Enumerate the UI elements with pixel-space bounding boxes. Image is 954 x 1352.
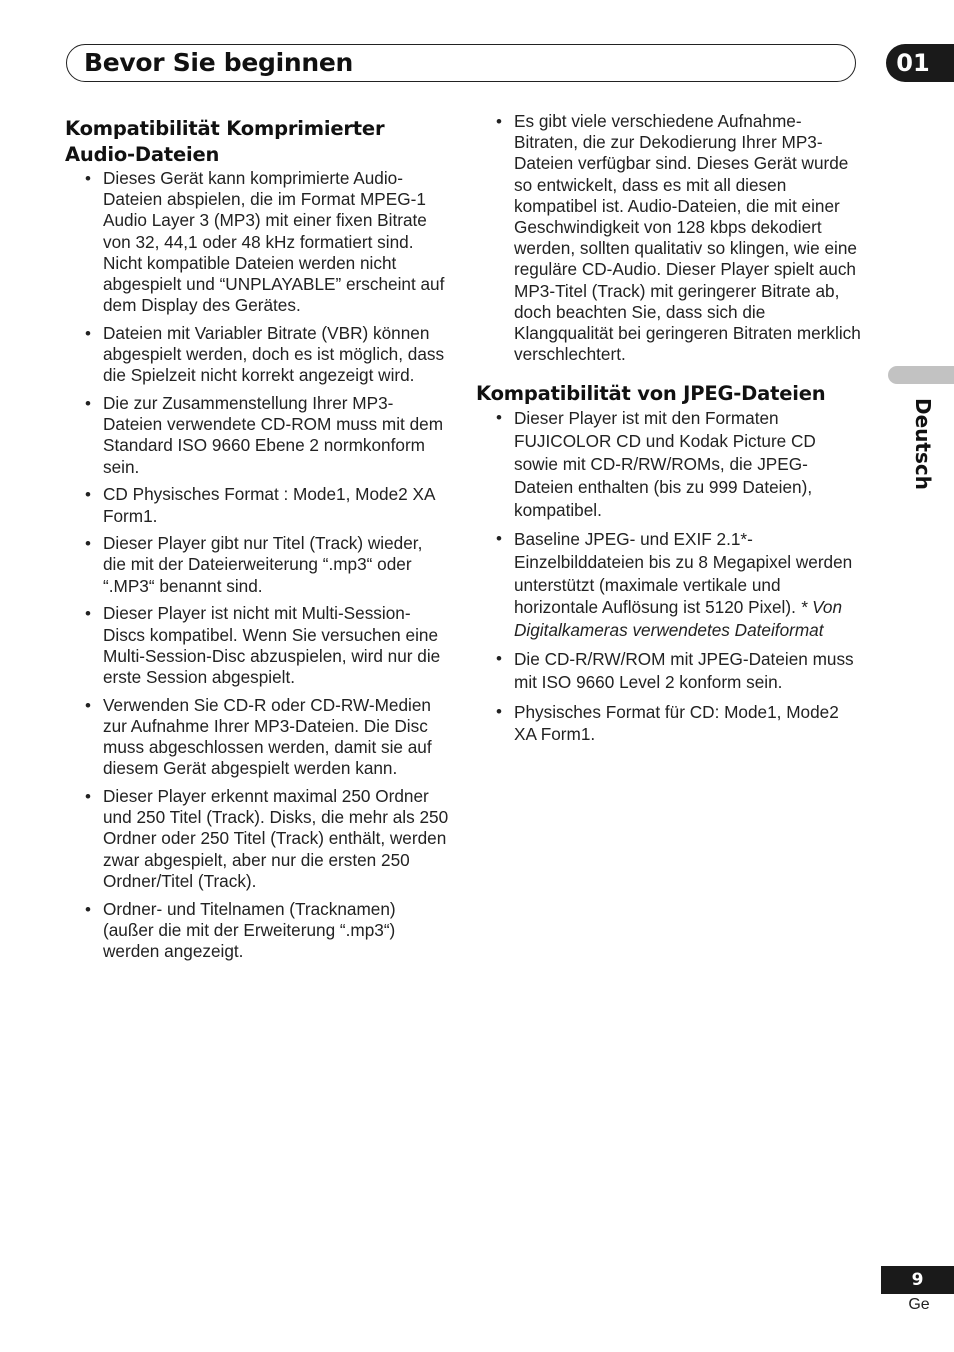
list-item: • Es gibt viele verschiedene Aufnahme-Bitraten, die zur Dekodierung Ihrer MP3-Dateien verfügbar sind. Dieses Gerät wurde so entwickelt, dass es mit all diesen kompatibel ist. Audio-Dateien, die mit einer Geschwindigkeit von 128 kbps dekodiert werden, sollten qualitativ so klingen, wie eine reguläre CD-Audio. Dieser Player spielt auch MP3-Titel (Track) mit geringerer Bitrate ab, doch beachten Sie, dass sich die Klangqualität bei geringeren Bitraten merklich verschlechtert. xyxy=(476,111,861,365)
list-item: • Dieser Player ist mit den Formaten FUJICOLOR CD und Kodak Picture CD sowie mit CD-R/RW/ROMs, die JPEG-Dateien enthalten (bis zu 999 Dateien), kompatibel. xyxy=(476,407,861,521)
footnote: * Von Digitalkameras verwendetes Dateiformat xyxy=(514,597,843,641)
chapter-number: 01 xyxy=(896,49,930,77)
page-number: 9 xyxy=(911,1270,924,1290)
list-item xyxy=(476,528,861,642)
list-item: • Verwenden Sie CD-R oder CD-RW-Medien zur Aufnahme Ihrer MP3-Dateien. Die Disc muss abgeschlossen werden, damit sie auf diesem Gerät abgespielt werden kann. xyxy=(65,695,450,780)
list-item: • Dieser Player ist nicht mit Multi-Session-Discs kompatibel. Wenn Sie versuchen eine Multi-Session-Disc abzuspielen, wird nur die erste Session abgespielt. xyxy=(65,603,450,688)
list-item: • Ordner- und Titelnamen (Tracknamen) (außer die mit der Erweiterung “.mp3“) werden angezeigt. xyxy=(65,899,450,963)
list-item: • Dieses Gerät kann komprimierte Audio-Dateien abspielen, die im Format MPEG-1 Audio Layer 3 (MP3) mit einer fixen Bitrate von 32, 44,1 oder 48 kHz formatiert sind. Nicht kompatible Dateien werden nicht abgespielt und “UNPLAYABLE” erscheint auf dem Display des Gerätes. xyxy=(65,168,450,316)
list-item-text: Baseline JPEG- und EXIF 2.1*-Einzelbilddateien bis zu 8 Megapixel werden unterstützt (maximale vertikale und horizontale Auflösung ist 5120 Pixel). xyxy=(514,528,853,618)
list-item: • Die zur Zusammenstellung Ihrer MP3-Dateien verwendete CD-ROM muss mit dem Standard ISO 9660 Ebene 2 normkonform sein. xyxy=(65,393,450,478)
section-title: Bevor Sie beginnen xyxy=(84,48,354,77)
list-item: • Dieser Player erkennt maximal 250 Ordner und 250 Titel (Track). Disks, die mehr als 250 Ordner oder 250 Titel (Track) enthält, werden zwar abgespielt, aber nur die ersten 250 Ordner/Titel (Track). xyxy=(65,786,450,892)
mp3-compat-list-continued xyxy=(476,111,861,365)
jpeg-compat-list xyxy=(476,407,861,746)
language-label: Deutsch xyxy=(911,398,935,490)
list-item: • Physisches Format für CD: Mode1, Mode2 XA Form1. xyxy=(476,701,861,747)
list-item: • Dateien mit Variabler Bitrate (VBR) können abgespielt werden, doch es ist möglich, dass die Spielzeit nicht korrekt angezeigt wird. xyxy=(65,323,450,387)
list-item: • CD Physisches Format : Mode1, Mode2 XA Form1. xyxy=(65,484,450,526)
section-header xyxy=(66,44,856,82)
list-item: • Dieser Player gibt nur Titel (Track) wieder, die mit der Dateierweiterung “.mp3“ oder “.MP3“ benannt sind. xyxy=(65,533,450,597)
mp3-compat-list xyxy=(65,168,450,962)
language-tab-bar xyxy=(888,366,954,384)
mp3-compat-heading: Kompatibilität Komprimierter Audio-Dateien xyxy=(65,117,385,166)
left-column xyxy=(65,116,450,969)
right-column xyxy=(476,111,861,753)
list-item: • Die CD-R/RW/ROM mit JPEG-Dateien muss mit ISO 9660 Level 2 konform sein. xyxy=(476,648,861,694)
chapter-tab xyxy=(886,44,954,82)
page-language-code: Ge xyxy=(908,1296,930,1313)
page-number-box xyxy=(881,1266,954,1294)
jpeg-compat-heading: Kompatibilität von JPEG-Dateien xyxy=(476,382,826,406)
